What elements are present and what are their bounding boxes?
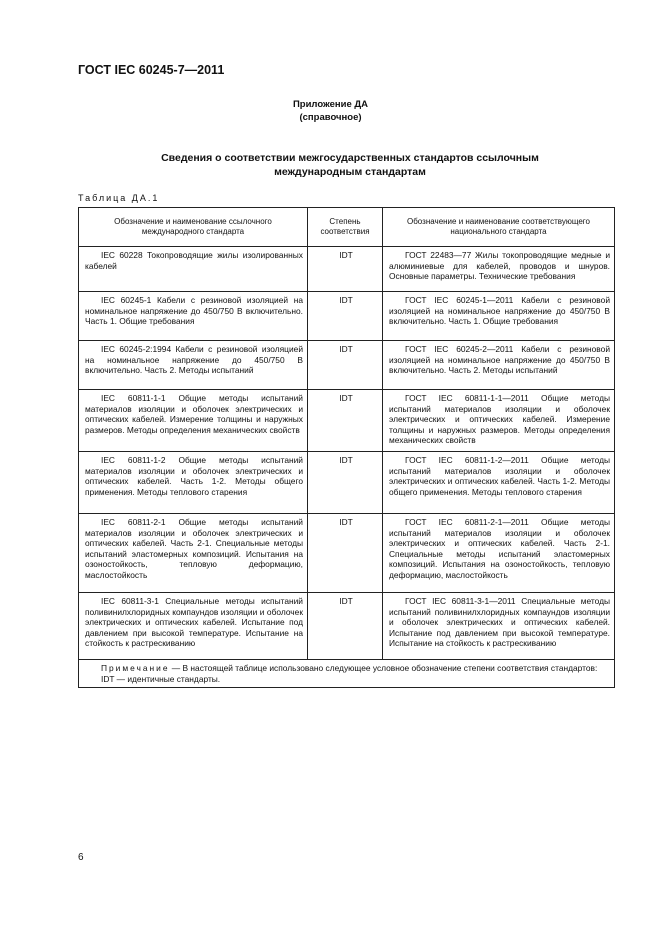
section-title-line-1: Сведения о соответствии межгосударственных стандартов ссылочным xyxy=(161,152,539,164)
column-header-international: Обозначение и наименование ссылочного международного стандарта xyxy=(79,208,308,247)
note-text: — В настоящей таблице использовано следующее условное обозначение степени соответствия стандартов: xyxy=(169,663,598,673)
document-code: ГОСТ IEC 60245-7—2011 xyxy=(78,63,225,77)
international-standard-cell: IEC 60245-2:1994 Кабели с резиновой изоляцией на номинальное напряжение до 450/750 В включительно. Часть 2. Методы испытаний xyxy=(79,341,308,390)
table-row xyxy=(79,390,615,452)
table-row xyxy=(79,292,615,341)
degree-cell: IDT xyxy=(308,390,383,452)
table-row xyxy=(79,247,615,292)
section-title-line-2: международным стандартам xyxy=(274,166,426,178)
degree-cell: IDT xyxy=(308,452,383,514)
national-standard-cell: ГОСТ IEC 60811-3-1—2011 Специальные методы испытаний поливинилхлоридных компаундов изоляции и оболочек электрических и оптических кабелей. Испытание под давлением при высокой температуре. Испытание на стойкость к растрескиванию xyxy=(383,593,615,660)
international-standard-cell: IEC 60811-2-1 Общие методы испытаний материалов изоляции и оболочек электрических и оптических кабелей. Часть 2-1. Специальные методы испытаний эластомерных композиций. Испытания на озоностойкость, тепловую деформацию, маслостойкость xyxy=(79,514,308,593)
international-standard-cell: IEC 60228 Токопроводящие жилы изолированных кабелей xyxy=(79,247,308,292)
column-header-national: Обозначение и наименование соответствующего национального стандарта xyxy=(383,208,615,247)
international-standard-cell: IEC 60811-3-1 Специальные методы испытаний поливинилхлоридных компаундов изоляции и оболочек электрических и оптических кабелей. Испытание под давлением при высокой температуре. Испытание на стойкость к растрескиванию xyxy=(79,593,308,660)
column-header-degree: Степень соответствия xyxy=(308,208,383,247)
international-standard-cell: IEC 60811-1-2 Общие методы испытаний материалов изоляции и оболочек электрических и оптических кабелей. Часть 1-2. Методы общего применения. Методы теплового старения xyxy=(79,452,308,514)
table-row xyxy=(79,593,615,660)
degree-cell: IDT xyxy=(308,514,383,593)
table-note xyxy=(79,660,615,688)
table-caption: Таблица ДА.1 xyxy=(78,193,160,203)
degree-cell: IDT xyxy=(308,247,383,292)
table-header-row xyxy=(79,208,615,247)
degree-cell: IDT xyxy=(308,292,383,341)
degree-cell: IDT xyxy=(308,593,383,660)
national-standard-cell: ГОСТ IEC 60245-1—2011 Кабели с резиновой изоляцией на номинальное напряжение до 450/750 В включительно. Часть 1. Общие требования xyxy=(383,292,615,341)
page-number: 6 xyxy=(78,852,84,863)
national-standard-cell: ГОСТ IEC 60811-1-1—2011 Общие методы испытаний материалов изоляции и оболочек электрических и оптических кабелей. Измерение толщины и наружных размеров. Методы определения механических свойств xyxy=(383,390,615,452)
national-standard-cell: ГОСТ 22483—77 Жилы токопроводящие медные и алюминиевые для кабелей, проводов и шнуров. Основные параметры. Технические требования xyxy=(383,247,615,292)
international-standard-cell: IEC 60245-1 Кабели с резиновой изоляцией на номинальное напряжение до 450/750 В включительно. Часть 1. Общие требования xyxy=(79,292,308,341)
note-line xyxy=(85,663,610,674)
note-idt-definition: IDT — идентичные стандарты. xyxy=(101,673,221,684)
national-standard-cell: ГОСТ IEC 60811-1-2—2011 Общие методы испытаний материалов изоляции и оболочек электрических и оптических кабелей. Часть 1-2. Методы общего применения. Методы теплового старения xyxy=(383,452,615,514)
national-standard-cell: ГОСТ IEC 60245-2—2011 Кабели с резиновой изоляцией на номинальное напряжение до 450/750 В включительно. Часть 2. Методы испытаний xyxy=(383,341,615,390)
note-label: Примечание xyxy=(101,663,170,673)
national-standard-cell: ГОСТ IEC 60811-2-1—2011 Общие методы испытаний материалов изоляции и оболочек электрических и оптических кабелей. Часть 2-1. Специальные методы испытаний эластомерных композиций. Испытания на озоностойкость, тепловую деформацию, маслостойкость xyxy=(383,514,615,593)
appendix-note: (справочное) xyxy=(299,112,362,123)
appendix-title: Приложение ДА xyxy=(292,99,369,110)
table-row xyxy=(79,341,615,390)
table-row xyxy=(79,452,615,514)
table-row xyxy=(79,514,615,593)
section-title xyxy=(100,151,600,179)
international-standard-cell: IEC 60811-1-1 Общие методы испытаний материалов изоляции и оболочек электрических и оптических кабелей. Измерение толщины и наружных размеров. Методы определения механических свойств xyxy=(79,390,308,452)
table-note-row xyxy=(79,660,615,688)
correspondence-table xyxy=(78,207,615,688)
degree-cell: IDT xyxy=(308,341,383,390)
